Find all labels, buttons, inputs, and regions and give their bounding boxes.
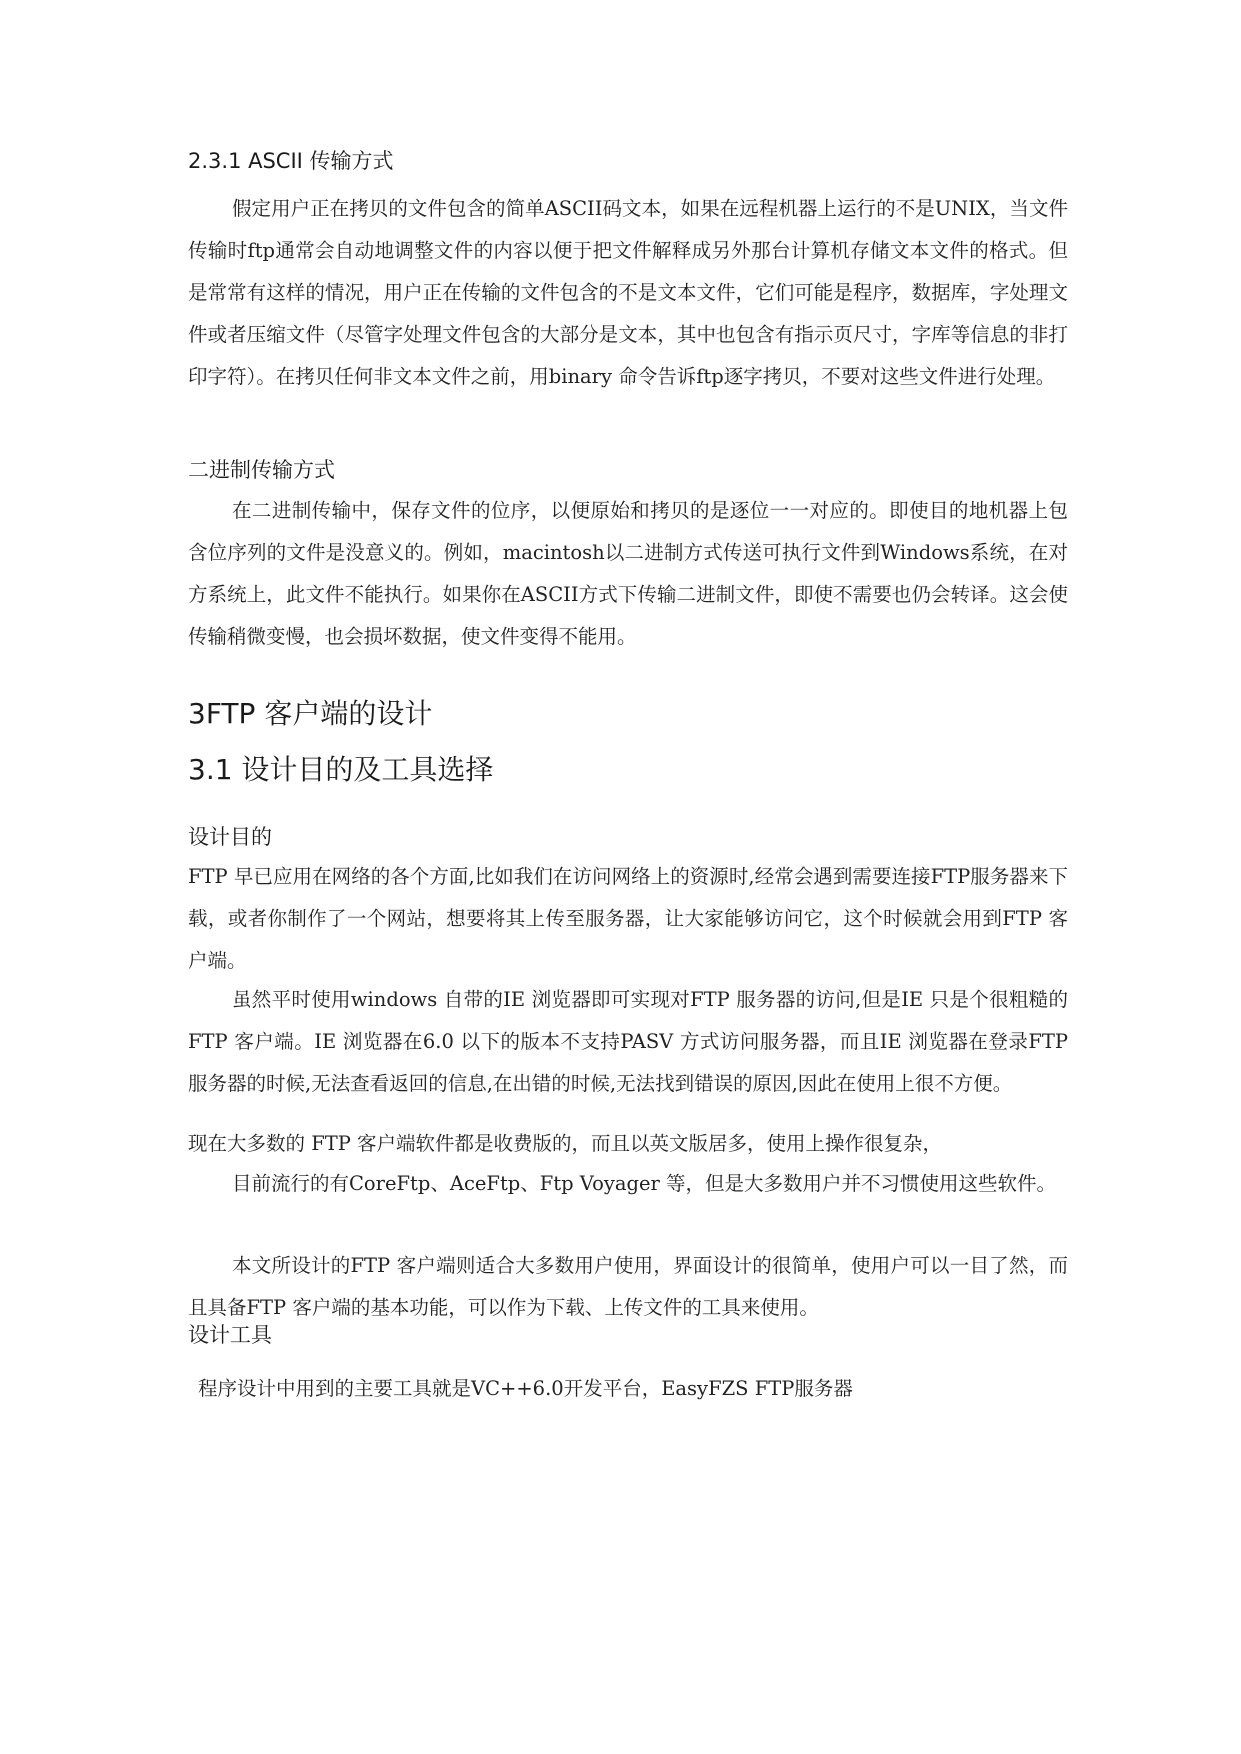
section-2-3-1-heading: 2.3.1 ASCII 传输方式 [188,149,394,173]
design-purpose-heading: 设计目的 [188,825,272,849]
section-3-1-heading: 3.1 设计目的及工具选择 [188,753,494,786]
chapter-3-heading: 3FTP 客户端的设计 [188,697,433,730]
design-purpose-paragraph-1: FTP 早已应用在网络的各个方面,比如我们在访问网络上的资源时,经常会遇到需要连接FTP服务器来下载，或者你制作了一个网站，想要将其上传至服务器，让大家能够访问它，这个时候就会用到FTP 客户端。 [188,865,1068,972]
design-purpose-paragraph-3: 现在大多数的 FTP 客户端软件都是收费版的，而且以英文版居多，使用上操作很复杂， [188,1132,943,1155]
design-tools-paragraph: 程序设计中用到的主要工具就是VC++6.0开发平台，EasyFZS FTP服务器 [198,1377,853,1400]
design-purpose-paragraph-5: 本文所设计的FTP 客户端则适合大多数用户使用，界面设计的很简单，使用户可以一目了然，而且具备FTP 客户端的基本功能，可以作为下载、上传文件的工具来使用。 [188,1254,1068,1319]
design-purpose-paragraph-4: 目前流行的有CoreFtp、AceFtp、Ftp Voyager 等，但是大多数用户并不习惯使用这些软件。 [232,1172,1057,1195]
binary-mode-heading: 二进制传输方式 [188,458,335,482]
design-purpose-paragraph-2: 虽然平时使用windows 自带的IE 浏览器即可实现对FTP 服务器的访问,但是IE 只是个很粗糙的FTP 客户端。IE 浏览器在6.0 以下的版本不支持PASV 方式访问服务器，而且IE 浏览器在登录FTP 服务器的时候,无法查看返回的信息,在出错的时候,无法找到错误的原因,因此在使用上很不方便。 [188,988,1068,1095]
design-tools-heading: 设计工具 [188,1323,272,1347]
binary-mode-paragraph: 在二进制传输中，保存文件的位序，以便原始和拷贝的是逐位一一对应的。即使目的地机器上包含位序列的文件是没意义的。例如，macintosh以二进制方式传送可执行文件到Windows系统，在对方系统上，此文件不能执行。如果你在ASCII方式下传输二进制文件，即使不需要也仍会转译。这会使传输稍微变慢，也会损坏数据，使文件变得不能用。 [188,499,1068,648]
section-2-3-1-paragraph: 假定用户正在拷贝的文件包含的简单ASCII码文本，如果在远程机器上运行的不是UNIX，当文件传输时ftp通常会自动地调整文件的内容以便于把文件解释成另外那台计算机存储文本文件的格式。但是常常有这样的情况，用户正在传输的文件包含的不是文本文件，它们可能是程序，数据库，字处理文件或者压缩文件（尽管字处理文件包含的大部分是文本，其中也包含有指示页尺寸，字库等信息的非打印字符）。在拷贝任何非文本文件之前，用binary 命令告诉ftp逐字拷贝，不要对这些文件进行处理。 [188,197,1068,388]
